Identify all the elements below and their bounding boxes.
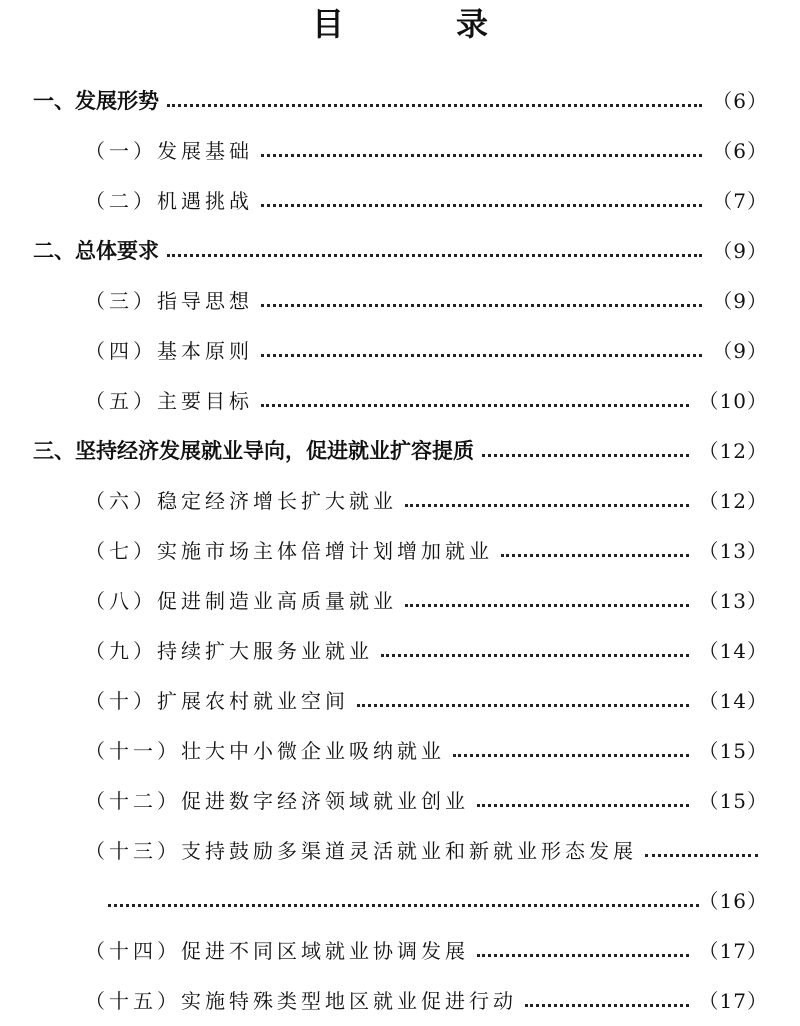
toc-entry-title: （二）机遇挑战 — [85, 189, 253, 213]
toc-page-number: （12） — [698, 439, 768, 463]
toc-entry-title: （十三）支持鼓励多渠道灵活就业和新就业形态发展 — [85, 839, 637, 863]
toc-entry[interactable] — [0, 226, 800, 276]
dot-leader — [381, 654, 689, 657]
toc-page-number: （14） — [698, 689, 768, 713]
toc-entry[interactable] — [0, 326, 800, 376]
toc-entry[interactable] — [0, 676, 800, 726]
dot-leader — [357, 704, 689, 707]
dot-leader — [501, 554, 689, 557]
dot-leader — [261, 404, 689, 407]
toc-page-number: （6） — [712, 139, 768, 163]
toc-entry-title: （三）指导思想 — [85, 289, 253, 313]
toc-entry[interactable] — [0, 726, 800, 776]
toc-entry-title: （七）实施市场主体倍增计划增加就业 — [85, 539, 493, 563]
dot-leader — [261, 354, 702, 357]
toc-entry-title: （十）扩展农村就业空间 — [85, 689, 349, 713]
toc-entry[interactable] — [0, 76, 800, 126]
toc-entry-title: （四）基本原则 — [85, 339, 253, 363]
toc-entry[interactable] — [0, 926, 800, 976]
dot-leader — [477, 804, 689, 807]
toc-page-number: （7） — [712, 189, 768, 213]
dot-leader — [261, 204, 702, 207]
dot-leader — [525, 1004, 689, 1007]
dot-leader — [167, 254, 702, 257]
toc-entry[interactable] — [0, 126, 800, 176]
toc-entry[interactable] — [0, 576, 800, 626]
toc-entry-title: 一、发展形势 — [33, 89, 159, 113]
toc-page-number: （16） — [698, 889, 768, 913]
dot-leader — [405, 604, 689, 607]
toc-entry[interactable] — [0, 976, 800, 1026]
toc-page-number: （9） — [712, 339, 768, 363]
toc-page-number: （9） — [712, 289, 768, 313]
toc-page-number: （17） — [698, 989, 768, 1013]
toc-entry-title: （九）持续扩大服务业就业 — [85, 639, 373, 663]
toc-page-number: （13） — [698, 539, 768, 563]
toc-entry-title: （十五）实施特殊类型地区就业促进行动 — [85, 989, 517, 1013]
toc-entry-title: （五）主要目标 — [85, 389, 253, 413]
toc-page-number: （9） — [712, 239, 768, 263]
toc-page-number: （15） — [698, 739, 768, 763]
toc-entry[interactable] — [0, 626, 800, 676]
dot-leader — [167, 104, 702, 107]
toc-entry-title: 三、坚持经济发展就业导向，促进就业扩容提质 — [33, 439, 474, 463]
toc-page-number: （17） — [698, 939, 768, 963]
dot-leader — [453, 754, 689, 757]
dot-leader — [482, 454, 689, 457]
toc-entry-title: （八）促进制造业高质量就业 — [85, 589, 397, 613]
table-of-contents — [0, 76, 800, 1026]
toc-entry[interactable] — [0, 476, 800, 526]
toc-entry-title: （一）发展基础 — [85, 139, 253, 163]
toc-entry[interactable] — [0, 776, 800, 826]
toc-entry[interactable] — [0, 526, 800, 576]
dot-leader — [405, 504, 689, 507]
toc-entry-continuation[interactable] — [0, 876, 800, 926]
toc-page-number: （6） — [712, 89, 768, 113]
toc-entry[interactable] — [0, 176, 800, 226]
toc-entry[interactable] — [0, 376, 800, 426]
toc-entry[interactable] — [0, 826, 800, 876]
toc-page-number: （15） — [698, 789, 768, 813]
toc-entry-title: （十四）促进不同区域就业协调发展 — [85, 939, 469, 963]
toc-entry-title: （十二）促进数字经济领域就业创业 — [85, 789, 469, 813]
toc-page-number: （10） — [698, 389, 768, 413]
toc-entry[interactable] — [0, 426, 800, 476]
dot-leader — [261, 304, 702, 307]
toc-entry[interactable] — [0, 276, 800, 326]
dot-leader — [477, 954, 689, 957]
toc-entry-title: 二、总体要求 — [33, 239, 159, 263]
toc-page-number: （14） — [698, 639, 768, 663]
page-title: 目 录 — [311, 5, 528, 43]
dot-leader — [261, 154, 702, 157]
toc-page-number: （12） — [698, 489, 768, 513]
dot-leader — [645, 854, 758, 857]
toc-page-number: （13） — [698, 589, 768, 613]
dot-leader — [108, 904, 699, 907]
toc-entry-title: （十一）壮大中小微企业吸纳就业 — [85, 739, 445, 763]
toc-entry-title: （六）稳定经济增长扩大就业 — [85, 489, 397, 513]
